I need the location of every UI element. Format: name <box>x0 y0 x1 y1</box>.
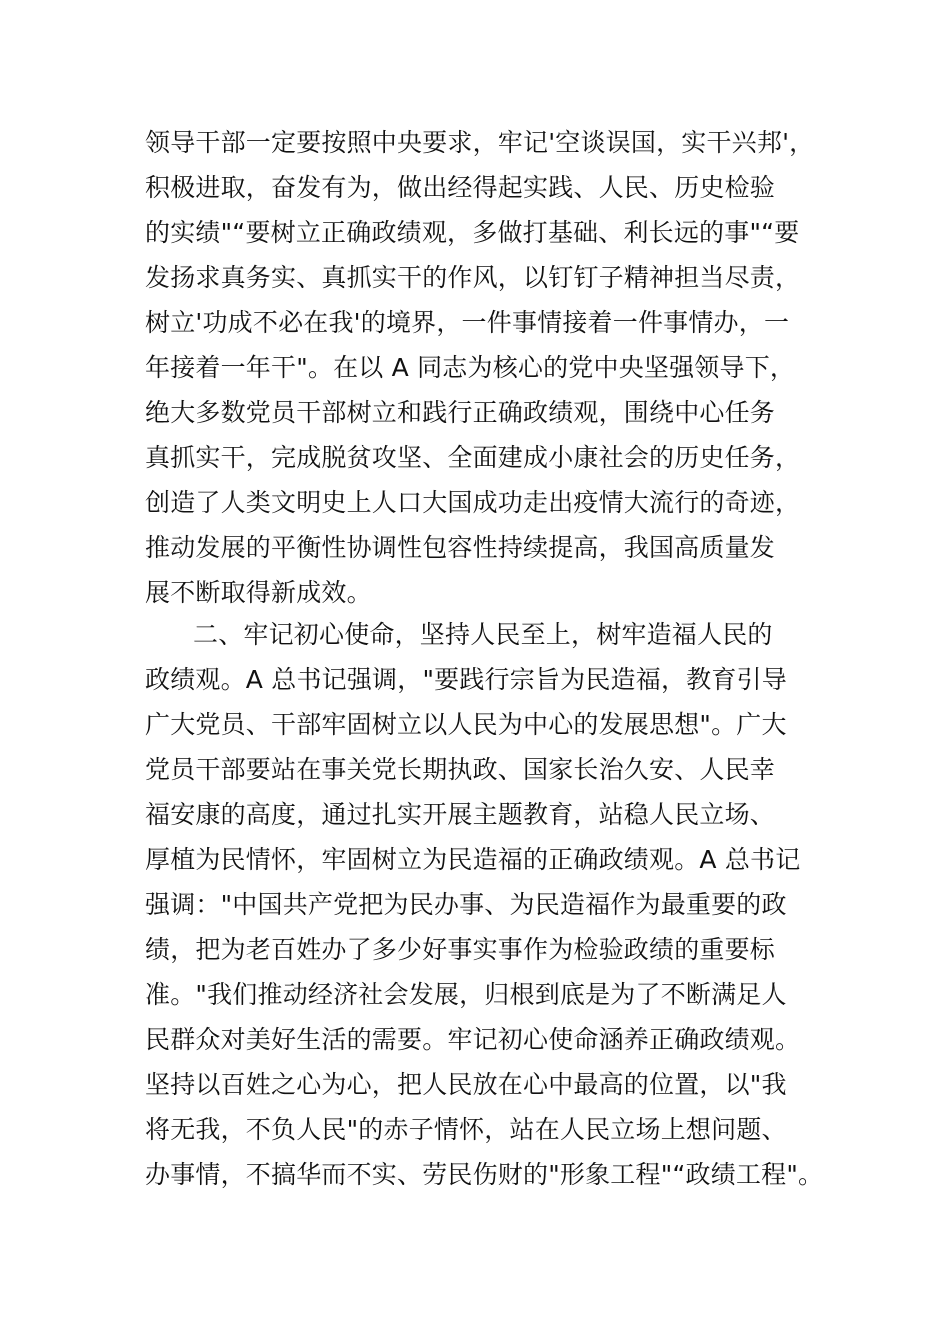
text-line: 福安康的高度，通过扎实开展主题教育，站稳人民立场、 <box>145 800 776 829</box>
text-line: 民群众对美好生活的需要。牢记初心使命涵养正确政绩观。 <box>145 1025 801 1054</box>
text-line: 发扬求真务实、真抓实干的作风，以钉钉子精神担当尽责， <box>145 263 801 292</box>
paragraph-1 <box>145 120 825 615</box>
text-line: 党员干部要站在事关党长期执政、国家长治久安、人民幸 <box>145 755 776 784</box>
text-line: 创造了人类文明史上人口大国成功走出疫情大流行的奇迹， <box>145 488 801 517</box>
text-line: 真抓实干，完成脱贫攻坚、全面建成小康社会的历史任务， <box>145 443 801 472</box>
text-line: 的实绩"“要树立正确政绩观，多做打基础、利长远的事"“要 <box>145 218 800 247</box>
text-line: 准。"我们推动经济社会发展，归根到底是为了不断满足人 <box>145 980 787 1009</box>
text-line: 积极进取，奋发有为，做出经得起实践、人民、历史检验 <box>145 173 776 202</box>
text-line: 广大党员、干部牢固树立以人民为中心的发展思想"。广大 <box>145 710 787 739</box>
text-line: 坚持以百姓之心为心，把人民放在心中最高的位置，以"我 <box>145 1070 787 1099</box>
text-line: 展不断取得新成效。 <box>145 578 372 607</box>
text-line: 政绩观。A 总书记强调，"要践行宗旨为民造福，教育引导 <box>145 665 787 694</box>
text-line: 厚植为民情怀，牢固树立为民造福的正确政绩观。A 总书记 <box>145 845 801 874</box>
paragraph-2 <box>145 612 825 1197</box>
text-line: 推动发展的平衡性协调性包容性持续提高，我国高质量发 <box>145 533 776 562</box>
text-line: 绩，把为老百姓办了多少好事实事作为检验政绩的重要标 <box>145 935 776 964</box>
text-line: 树立'功成不必在我'的境界，一件事情接着一件事情办，一 <box>145 308 790 337</box>
text-line: 办事情，不搞华而不实、劳民伤财的"形象工程"“政绩工程"。 <box>145 1160 824 1189</box>
text-line: 绝大多数党员干部树立和践行正确政绩观，围绕中心任务 <box>145 398 776 427</box>
text-line: 年接着一年干"。在以 A 同志为核心的党中央坚强领导下， <box>145 353 796 382</box>
text-line: 将无我，不负人民"的赤子情怀，站在人民立场上想问题、 <box>145 1115 787 1144</box>
text-line: 强调："中国共产党把为民办事、为民造福作为最重要的政 <box>145 890 787 919</box>
paragraph-heading-line: 二、牢记初心使命，坚持人民至上，树牢造福人民的 <box>193 620 773 649</box>
text-line: 领导干部一定要按照中央要求，牢记'空谈误国，实干兴邦'， <box>145 128 815 157</box>
